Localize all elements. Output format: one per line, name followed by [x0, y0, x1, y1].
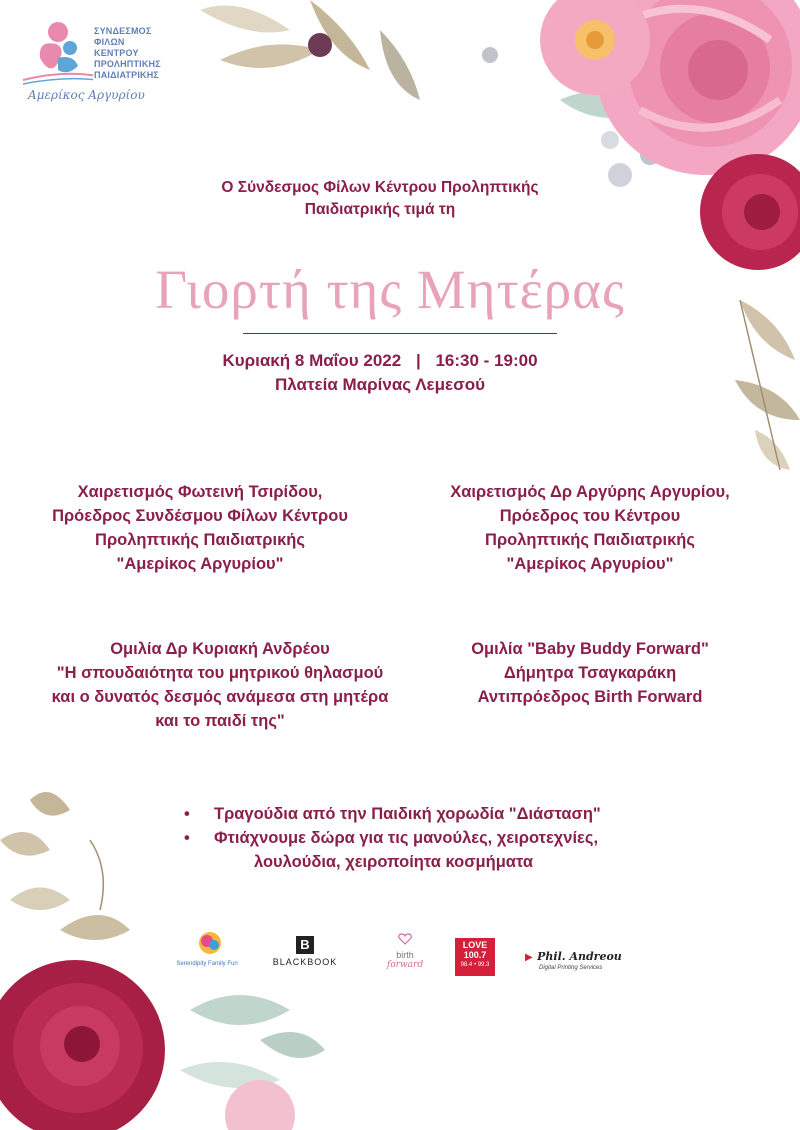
talk-line: Ομιλία "Baby Buddy Forward": [471, 640, 709, 658]
talk-line: Αντιπρόεδρος Birth Forward: [477, 688, 703, 706]
logo-line: ΚΕΝΤΡΟΥ: [94, 48, 139, 58]
sponsor-name: ▶ Phil. Andreou: [525, 950, 622, 963]
bullet-icon: •: [184, 805, 190, 823]
activity-text: Φτιάχνουμε δώρα για τις μανούλες, χειροτεχνίες,: [214, 829, 599, 847]
sponsor-name-top: birth: [396, 950, 414, 960]
list-item: [150, 826, 670, 850]
greeting-line: Χαιρετισμός Δρ Αργύρης Αργυρίου,: [450, 483, 730, 501]
talk-left: [20, 637, 420, 733]
talk-line: και το παιδί της": [155, 712, 285, 730]
intro-line: Ο Σύνδεσμος Φίλων Κέντρου Προληπτικής: [221, 179, 539, 196]
sponsor-love-radio: [455, 938, 495, 976]
heart-icon: [398, 933, 412, 945]
activity-text: Τραγούδια από την Παιδική χορωδία "Διάσταση": [214, 805, 601, 823]
arrow-icon: ▶: [525, 952, 533, 963]
event-date-time: [0, 349, 760, 373]
sponsor-name: BLACKBOOK: [272, 957, 338, 967]
list-item-continuation: λουλούδια, χειροποίητα κοσμήματα: [254, 853, 533, 871]
logo-signature: Αμερίκος Αργυρίου: [28, 88, 145, 102]
sponsor-serendipity: [176, 930, 240, 967]
sponsor-phil-andreou: [525, 947, 650, 971]
talk-line: Ομιλία Δρ Κυριακή Ανδρέου: [110, 640, 330, 658]
activities-list: [150, 802, 670, 874]
greeting-left: [40, 480, 360, 576]
intro-line: Παιδιατρικής τιμά τη: [304, 201, 456, 218]
greeting-right: [430, 480, 750, 576]
greeting-line: Προληπτικής Παιδιατρικής: [95, 531, 305, 549]
event-time: 16:30 - 19:00: [435, 351, 538, 370]
talk-line: "Η σπουδαιότητα του μητρικού θηλασμού: [56, 664, 384, 682]
sponsor-tagline: Digital Printing Services: [539, 965, 603, 971]
logo-line: ΠΑΙΔΙΑΤΡΙΚΗΣ: [94, 70, 160, 80]
greeting-line: Χαιρετισμός Φωτεινή Τσιρίδου,: [77, 483, 323, 501]
floral-top-right-decoration: [180, 0, 800, 480]
greeting-line: Πρόεδρος του Κέντρου: [499, 507, 681, 525]
blackbook-mark-icon: B: [296, 936, 314, 954]
greeting-line: "Αμερίκος Αργυρίου": [116, 555, 284, 573]
event-details: [0, 349, 760, 397]
event-location: Πλατεία Μαρίνας Λεμεσού: [274, 375, 485, 394]
sponsor-frequency: 100.7: [463, 950, 487, 960]
intro-text: [0, 177, 760, 221]
sponsor-name-bottom: forward: [386, 960, 424, 970]
sponsor-name: Serendipity Family Fun: [176, 961, 238, 967]
logo-figures-icon: [18, 18, 93, 88]
greeting-line: Πρόεδρος Συνδέσμου Φίλων Κέντρου: [52, 507, 348, 525]
talk-line: Δήμητρα Τσαγκαράκη: [503, 664, 677, 682]
greeting-line: "Αμερίκος Αργυρίου": [506, 555, 674, 573]
title-divider: [243, 333, 557, 334]
sponsor-logos: [176, 930, 650, 985]
page-title: Γιορτή της Μητέρας: [155, 259, 625, 320]
logo-line: ΠΡΟΛΗΠΤΙΚΗΣ: [94, 59, 161, 69]
sponsor-blackbook: [265, 936, 345, 967]
event-date: Κυριακή 8 Μαΐου 2022: [222, 351, 402, 370]
event-separator: |: [415, 351, 421, 370]
sponsor-name: LOVE: [462, 940, 488, 950]
logo-line: ΦΙΛΩΝ: [94, 37, 125, 47]
sponsor-birth-forward: [380, 932, 430, 970]
talk-line: και ο δυνατός δεσμός ανάμεσα στη μητέρα: [51, 688, 389, 706]
logo-text: [94, 26, 161, 81]
serendipity-logo-icon: [195, 930, 225, 956]
organization-logo: [18, 18, 178, 113]
sponsor-frequency-alt: 98.4 • 99.3: [460, 962, 490, 968]
greeting-line: Προληπτικής Παιδιατρικής: [485, 531, 695, 549]
logo-line: ΣΥΝΔΕΣΜΟΣ: [94, 26, 152, 36]
list-item: [150, 802, 670, 826]
bullet-icon: •: [184, 829, 190, 847]
talk-right: [430, 637, 750, 709]
